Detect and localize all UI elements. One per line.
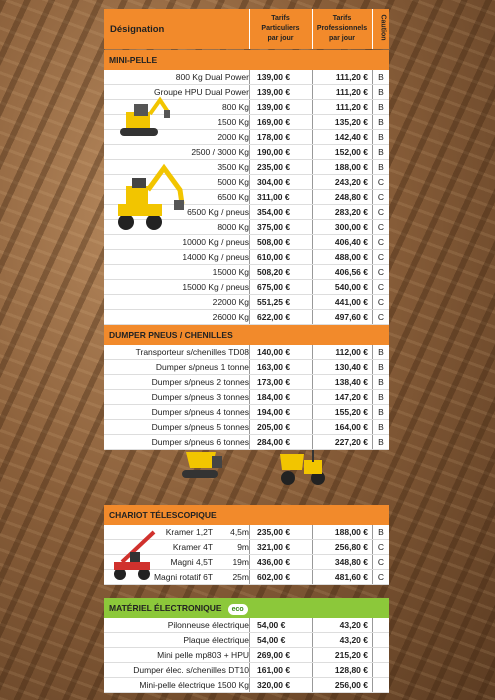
- row-price-professionnels: 164,00 €: [334, 422, 368, 432]
- row-price-particuliers: 235,00 €: [257, 162, 291, 172]
- row-caution: C: [377, 312, 385, 322]
- wheeled-excavator-image: [108, 160, 188, 232]
- wheel-dumper-image: [276, 446, 330, 486]
- row-price-particuliers: 235,00 €: [257, 527, 291, 537]
- column-divider: [372, 435, 373, 449]
- column-divider: [372, 145, 373, 159]
- row-price-professionnels: 215,20 €: [334, 650, 368, 660]
- telehandler-image: [108, 526, 158, 582]
- header-tarifs-professionnels: Tarifs Professionnels par jour: [316, 15, 368, 42]
- column-divider: [312, 375, 313, 389]
- table-row: [104, 375, 389, 390]
- column-divider: [372, 115, 373, 129]
- column-divider: [312, 280, 313, 294]
- row-designation: 2500 / 3000 Kg: [191, 147, 249, 157]
- section-materiel-electronique: [104, 598, 389, 693]
- column-divider: [249, 525, 250, 539]
- row-price-particuliers: 436,00 €: [257, 557, 291, 567]
- row-height: 9m: [237, 542, 249, 552]
- row-designation: Dumper s/pneus 5 tonnes: [151, 422, 249, 432]
- column-divider: [249, 345, 250, 359]
- column-divider: [372, 295, 373, 309]
- column-divider: [249, 100, 250, 114]
- row-caution: B: [378, 132, 384, 142]
- column-divider: [312, 295, 313, 309]
- row-designation: Dumper s/pneus 2 tonnes: [151, 377, 249, 387]
- column-divider: [312, 235, 313, 249]
- row-price-particuliers: 304,00 €: [257, 177, 291, 187]
- row-caution: C: [377, 207, 385, 217]
- row-price-professionnels: 488,00 €: [334, 252, 368, 262]
- row-price-professionnels: 155,20 €: [334, 407, 368, 417]
- table-row: [104, 618, 389, 633]
- column-divider: [312, 633, 313, 647]
- column-divider: [372, 190, 373, 204]
- row-designation: Mini-pelle électrique 1500 Kg: [139, 680, 249, 690]
- column-divider: [249, 205, 250, 219]
- column-divider: [312, 663, 313, 677]
- row-price-professionnels: 111,20 €: [335, 72, 368, 82]
- table-row: [104, 310, 389, 325]
- column-divider: [372, 390, 373, 404]
- column-divider: [312, 70, 313, 84]
- column-divider: [372, 85, 373, 99]
- section-title: [104, 50, 389, 70]
- row-designation: 800 Kg Dual Power: [175, 72, 249, 82]
- column-divider: [249, 555, 250, 569]
- column-divider: [249, 633, 250, 647]
- section-title: [104, 505, 389, 525]
- row-price-professionnels: 135,20 €: [334, 117, 368, 127]
- row-caution: B: [378, 392, 384, 402]
- column-divider: [372, 540, 373, 554]
- row-designation: 22000 Kg: [212, 297, 249, 307]
- column-divider: [312, 220, 313, 234]
- row-price-particuliers: 602,00 €: [257, 572, 291, 582]
- table-row: [104, 633, 389, 648]
- column-divider: [312, 175, 313, 189]
- column-divider: [249, 250, 250, 264]
- row-price-professionnels: 147,20 €: [334, 392, 368, 402]
- row-caution: C: [377, 267, 385, 277]
- column-divider: [372, 420, 373, 434]
- eco-badge-icon: eco: [228, 604, 248, 615]
- column-divider: [372, 310, 373, 324]
- column-divider: [372, 375, 373, 389]
- column-divider: [372, 570, 373, 584]
- column-divider: [249, 648, 250, 662]
- row-caution: B: [378, 102, 384, 112]
- row-caution: B: [378, 362, 384, 372]
- row-price-professionnels: 188,00 €: [334, 162, 368, 172]
- column-divider: [312, 250, 313, 264]
- header-designation: Désignation: [110, 24, 165, 35]
- row-designation: Mini pelle mp803 + HPU: [157, 650, 249, 660]
- section-title: [104, 598, 389, 618]
- row-price-particuliers: 163,00 €: [257, 362, 291, 372]
- table-header: [104, 9, 389, 49]
- row-price-professionnels: 348,80 €: [334, 557, 368, 567]
- row-designation: Kramer 1,2T: [165, 527, 213, 537]
- row-price-professionnels: 248,80 €: [334, 192, 368, 202]
- column-divider: [312, 390, 313, 404]
- row-designation: 3500 Kg: [217, 162, 249, 172]
- section-dumper: [104, 325, 389, 450]
- table-row: [104, 145, 389, 160]
- row-caution: B: [378, 162, 384, 172]
- row-price-particuliers: 610,00 €: [257, 252, 291, 262]
- row-caution: B: [378, 147, 384, 157]
- column-divider: [312, 115, 313, 129]
- column-divider: [249, 280, 250, 294]
- row-price-professionnels: 130,40 €: [334, 362, 368, 372]
- row-designation: 800 Kg: [222, 102, 249, 112]
- column-divider: [372, 525, 373, 539]
- row-caution: B: [378, 347, 384, 357]
- row-price-particuliers: 140,00 €: [257, 347, 291, 357]
- column-divider: [249, 618, 250, 632]
- column-divider: [312, 405, 313, 419]
- column-divider: [312, 360, 313, 374]
- row-price-professionnels: 111,20 €: [335, 102, 368, 112]
- column-divider: [312, 100, 313, 114]
- row-price-particuliers: 194,00 €: [257, 407, 291, 417]
- column-divider: [372, 220, 373, 234]
- column-divider: [249, 678, 250, 692]
- row-price-particuliers: 205,00 €: [257, 422, 291, 432]
- section-title-text: MINI-PELLE: [109, 55, 158, 65]
- row-price-professionnels: 128,80 €: [334, 665, 368, 675]
- column-divider: [372, 235, 373, 249]
- row-price-particuliers: 54,00 €: [257, 620, 286, 630]
- row-price-particuliers: 54,00 €: [257, 635, 286, 645]
- column-divider: [372, 648, 373, 662]
- row-designation: 14000 Kg / pneus: [182, 252, 249, 262]
- row-price-particuliers: 375,00 €: [257, 222, 291, 232]
- row-caution: C: [377, 192, 385, 202]
- column-divider: [372, 205, 373, 219]
- column-divider: [372, 250, 373, 264]
- row-designation: Pilonneuse électrique: [167, 620, 249, 630]
- row-price-particuliers: 139,00 €: [257, 102, 291, 112]
- column-divider: [372, 345, 373, 359]
- table-row: [104, 295, 389, 310]
- column-divider: [249, 235, 250, 249]
- column-divider: [312, 525, 313, 539]
- column-divider: [372, 663, 373, 677]
- header-caution: Caution: [379, 14, 387, 41]
- row-designation: Dumper s/pneus 3 tonnes: [151, 392, 249, 402]
- column-divider: [312, 420, 313, 434]
- row-designation: Dumper s/pneus 4 tonnes: [151, 407, 249, 417]
- row-price-professionnels: 256,80 €: [334, 542, 368, 552]
- row-height: 19m: [232, 557, 249, 567]
- row-designation: Magni rotatif 6T: [153, 572, 213, 582]
- row-price-professionnels: 138,40 €: [334, 377, 368, 387]
- table-row: [104, 678, 389, 693]
- table-row: [104, 250, 389, 265]
- table-row: [104, 420, 389, 435]
- column-divider: [372, 130, 373, 144]
- row-designation: 15000 Kg / pneus: [182, 282, 249, 292]
- row-caution: C: [377, 177, 385, 187]
- column-divider: [372, 100, 373, 114]
- row-price-particuliers: 184,00 €: [257, 392, 291, 402]
- row-designation: Plaque électrique: [183, 635, 249, 645]
- column-divider: [312, 345, 313, 359]
- row-caution: B: [378, 437, 384, 447]
- row-price-professionnels: 406,40 €: [334, 237, 368, 247]
- row-price-professionnels: 43,20 €: [339, 620, 368, 630]
- column-divider: [372, 555, 373, 569]
- row-designation: Kramer 4T: [172, 542, 213, 552]
- column-divider: [249, 420, 250, 434]
- row-price-professionnels: 256,00 €: [334, 680, 368, 690]
- row-caution: C: [377, 557, 385, 567]
- row-caution: C: [377, 237, 385, 247]
- column-divider: [312, 190, 313, 204]
- column-divider: [372, 265, 373, 279]
- row-price-particuliers: 354,00 €: [257, 207, 291, 217]
- table-row: [104, 265, 389, 280]
- table-row: [104, 70, 389, 85]
- column-divider: [372, 678, 373, 692]
- row-caution: B: [378, 407, 384, 417]
- row-designation: 2000 Kg: [217, 132, 249, 142]
- row-price-particuliers: 622,00 €: [257, 312, 291, 322]
- row-caution: B: [378, 527, 384, 537]
- mini-excavator-image: [112, 92, 172, 138]
- row-price-professionnels: 43,20 €: [339, 635, 368, 645]
- row-caution: B: [378, 422, 384, 432]
- row-caution: B: [378, 72, 384, 82]
- row-designation: Magni 4,5T: [170, 557, 213, 567]
- column-divider: [249, 85, 250, 99]
- column-divider: [249, 360, 250, 374]
- column-divider: [249, 310, 250, 324]
- row-price-particuliers: 139,00 €: [257, 72, 291, 82]
- row-designation: Groupe HPU Dual Power: [154, 87, 249, 97]
- row-price-particuliers: 169,00 €: [257, 117, 291, 127]
- column-divider: [372, 175, 373, 189]
- column-divider: [249, 435, 250, 449]
- table-row: [104, 280, 389, 295]
- row-height: 4,5m: [230, 527, 249, 537]
- section-title: [104, 325, 389, 345]
- row-caution: B: [378, 117, 384, 127]
- row-caution: C: [377, 572, 385, 582]
- row-designation: 26000 Kg: [212, 312, 249, 322]
- table-row: [104, 345, 389, 360]
- column-divider: [249, 663, 250, 677]
- row-price-particuliers: 284,00 €: [257, 437, 291, 447]
- column-divider: [249, 390, 250, 404]
- row-caution: C: [377, 282, 385, 292]
- row-price-professionnels: 300,00 €: [334, 222, 368, 232]
- column-divider: [312, 310, 313, 324]
- column-divider: [249, 265, 250, 279]
- row-designation: Dumper s/pneus 6 tonnes: [151, 437, 249, 447]
- column-divider: [312, 145, 313, 159]
- column-divider: [312, 205, 313, 219]
- column-divider: [249, 175, 250, 189]
- row-price-particuliers: 321,00 €: [257, 542, 291, 552]
- row-price-professionnels: 142,40 €: [334, 132, 368, 142]
- column-divider: [312, 648, 313, 662]
- column-divider: [312, 85, 313, 99]
- column-divider: [249, 540, 250, 554]
- column-divider: [312, 540, 313, 554]
- column-divider: [249, 375, 250, 389]
- row-price-particuliers: 551,25 €: [257, 297, 291, 307]
- row-price-particuliers: 269,00 €: [257, 650, 291, 660]
- row-caution: C: [377, 542, 385, 552]
- table-row: [104, 360, 389, 375]
- column-divider: [249, 130, 250, 144]
- column-divider: [249, 160, 250, 174]
- header-tarifs-particuliers: Tarifs Particuliers par jour: [261, 15, 300, 42]
- column-divider: [249, 115, 250, 129]
- table-row: [104, 405, 389, 420]
- row-price-particuliers: 675,00 €: [257, 282, 291, 292]
- column-divider: [249, 145, 250, 159]
- column-divider: [372, 405, 373, 419]
- row-designation: Transporteur s/chenilles TD08: [135, 347, 249, 357]
- row-designation: 6500 Kg / pneus: [187, 207, 249, 217]
- row-price-professionnels: 243,20 €: [334, 177, 368, 187]
- row-caution: B: [378, 377, 384, 387]
- row-height: 25m: [232, 572, 249, 582]
- table-row: [104, 663, 389, 678]
- row-price-particuliers: 161,00 €: [257, 665, 291, 675]
- row-designation: 15000 Kg: [212, 267, 249, 277]
- column-divider: [312, 618, 313, 632]
- column-divider: [312, 678, 313, 692]
- column-divider: [249, 295, 250, 309]
- column-divider: [249, 220, 250, 234]
- row-price-professionnels: 283,20 €: [334, 207, 368, 217]
- row-designation: 5000 Kg: [217, 177, 249, 187]
- row-price-professionnels: 406,56 €: [334, 267, 368, 277]
- row-price-professionnels: 441,00 €: [334, 297, 368, 307]
- column-divider: [312, 130, 313, 144]
- row-designation: Dumper élec. s/chenilles DT10: [133, 665, 249, 675]
- table-row: [104, 648, 389, 663]
- column-divider: [312, 555, 313, 569]
- table-row: [104, 435, 389, 450]
- column-divider: [372, 70, 373, 84]
- tracked-dumper-image: [178, 440, 226, 480]
- column-divider: [372, 360, 373, 374]
- table-row: [104, 390, 389, 405]
- row-price-particuliers: 311,00 €: [257, 192, 290, 202]
- row-price-professionnels: 111,20 €: [335, 87, 368, 97]
- row-price-particuliers: 508,20 €: [257, 267, 291, 277]
- row-price-particuliers: 139,00 €: [257, 87, 291, 97]
- column-divider: [249, 405, 250, 419]
- row-price-professionnels: 188,00 €: [334, 527, 368, 537]
- row-price-particuliers: 190,00 €: [257, 147, 291, 157]
- column-divider: [372, 633, 373, 647]
- row-price-professionnels: 540,00 €: [334, 282, 368, 292]
- row-price-particuliers: 173,00 €: [257, 377, 291, 387]
- row-price-professionnels: 112,00 €: [335, 347, 368, 357]
- row-caution: B: [378, 87, 384, 97]
- row-price-professionnels: 152,00 €: [334, 147, 368, 157]
- table-row: [104, 235, 389, 250]
- row-caution: C: [377, 252, 385, 262]
- column-divider: [372, 160, 373, 174]
- row-caution: C: [377, 297, 385, 307]
- section-title-text: MATÉRIEL ÉLECTRONIQUE: [109, 603, 222, 613]
- column-divider: [372, 280, 373, 294]
- row-price-professionnels: 227,20 €: [334, 437, 368, 447]
- row-price-particuliers: 508,00 €: [257, 237, 291, 247]
- column-divider: [312, 570, 313, 584]
- row-price-professionnels: 481,60 €: [334, 572, 368, 582]
- column-divider: [249, 70, 250, 84]
- column-divider: [372, 618, 373, 632]
- row-price-professionnels: 497,60 €: [334, 312, 368, 322]
- row-designation: 8000 Kg: [217, 222, 249, 232]
- section-title-text: CHARIOT TÉLESCOPIQUE: [109, 510, 217, 520]
- row-designation: 6500 Kg: [217, 192, 249, 202]
- row-price-particuliers: 320,00 €: [257, 680, 291, 690]
- column-divider: [249, 570, 250, 584]
- column-divider: [249, 190, 250, 204]
- column-divider: [312, 265, 313, 279]
- row-caution: C: [377, 222, 385, 232]
- column-divider: [312, 160, 313, 174]
- row-designation: 10000 Kg / pneus: [182, 237, 249, 247]
- row-designation: 1500 Kg: [217, 117, 249, 127]
- row-designation: Dumper s/pneus 1 tonne: [155, 362, 249, 372]
- section-title-text: DUMPER PNEUS / CHENILLES: [109, 330, 233, 340]
- row-price-particuliers: 178,00 €: [257, 132, 291, 142]
